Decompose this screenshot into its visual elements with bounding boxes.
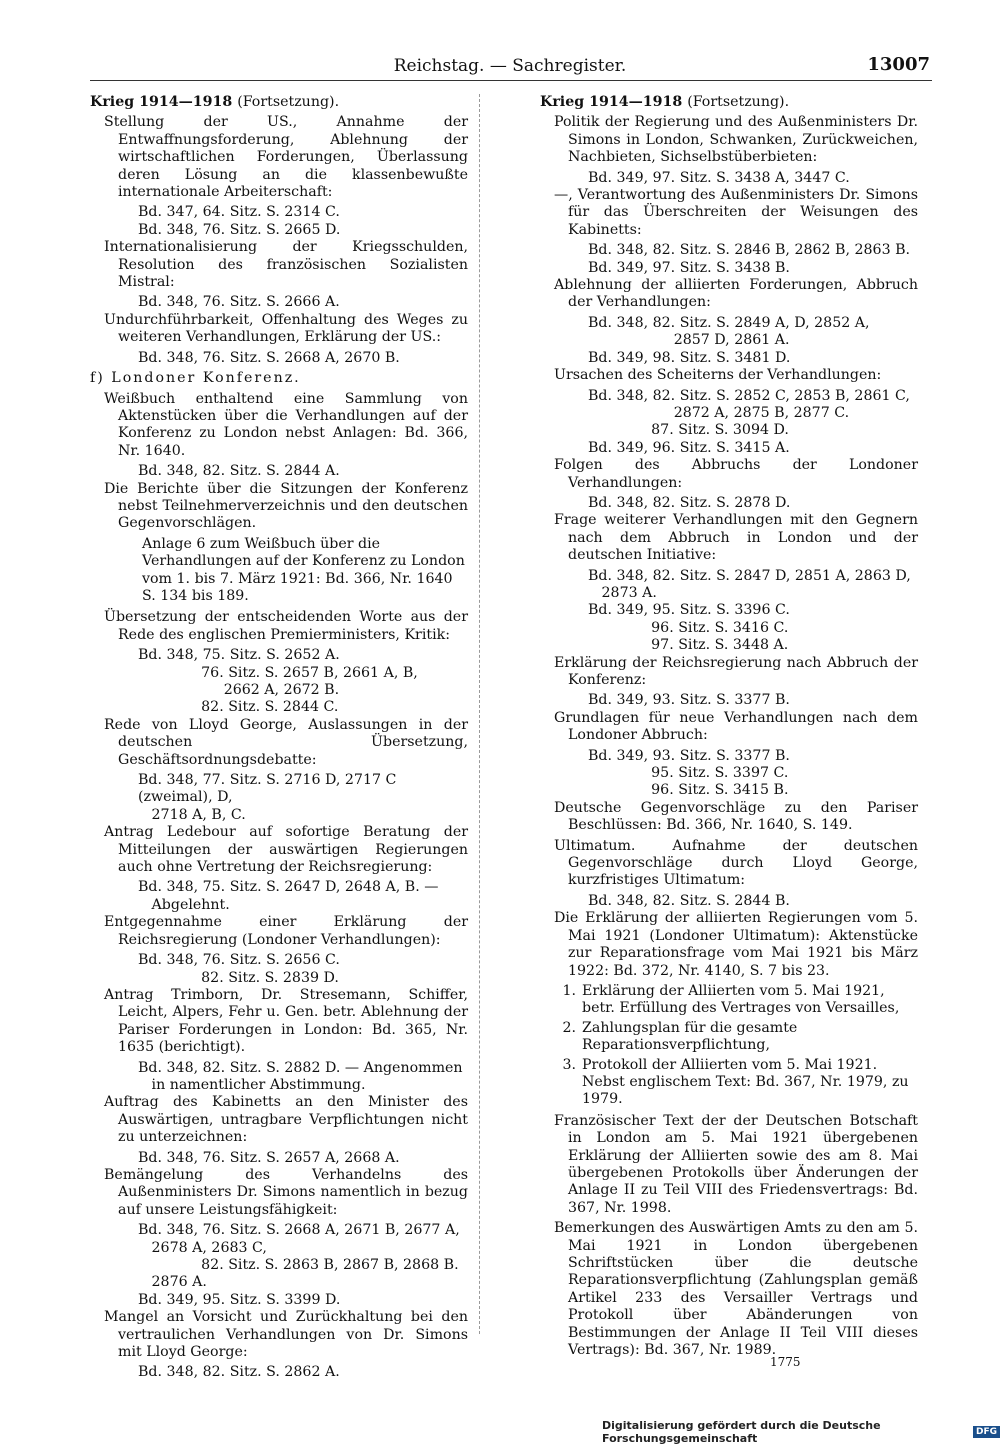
entry-reference: in namentlicher Abstimmung. — [138, 1076, 366, 1093]
entry-text: Frage weiterer Verhandlungen mit den Gegnern nach dem Abbruch in London und der deutschen Initiative: — [554, 512, 918, 564]
entry-reference: Bd. 348, 76. Sitz. S. 2668 A, 2670 B. — [138, 349, 400, 366]
numbered-item — [554, 1020, 918, 1055]
entry-text: Weißbuch enthaltend eine Sammlung von Aktenstücken über die Verhandlungen auf der Konferenz zu London nebst Anlagen: Bd. 366, Nr. 1640. — [104, 390, 468, 459]
entry-reference: Bd. 348, 76. Sitz. S. 2666 A. — [138, 294, 340, 311]
entry-reference: Bd. 347, 64. Sitz. S. 2314 C. — [138, 204, 340, 221]
entry-text: Entgegennahme einer Erklärung der Reichsregierung (Londoner Verhandlungen): — [104, 914, 468, 948]
annex-note: Anlage 6 zum Weißbuch über die Verhandlungen auf der Konferenz zu London vom 1. bis 7. März 1921: Bd. 366, Nr. 1640 S. 134 bis 189. — [142, 535, 465, 604]
index-entry — [540, 800, 918, 835]
entry-text: Antrag Ledebour auf sofortige Beratung der Mitteilungen der auswärtigen Regierungen auch ohne Vertretung der Reichsregierung: — [104, 824, 468, 876]
entry-text: Ursachen des Scheiterns der Verhandlungen: — [554, 367, 882, 384]
heading-term: Krieg 1914—1918 — [540, 94, 683, 110]
index-entry — [540, 710, 918, 800]
index-entry — [540, 655, 918, 710]
index-entry — [90, 824, 468, 914]
index-entry — [540, 1113, 918, 1217]
entry-reference: 95. Sitz. S. 3397 C. — [588, 765, 789, 782]
index-entry — [540, 367, 918, 457]
left-column-heading — [90, 94, 468, 111]
index-entry — [540, 1220, 918, 1359]
entry-reference: Bd. 349, 97. Sitz. S. 3438 B. — [588, 259, 790, 276]
dfg-credit-text: Digitalisierung gefördert durch die Deutsche Forschungsgemeinschaft — [602, 1419, 881, 1445]
entry-text: Antrag Trimborn, Dr. Stresemann, Schiffer, Leicht, Alpers, Fehr u. Gen. betr. Ablehnung der Pariser Forderungen in London: Bd. 365, Nr. 1635 (berichtigt). — [104, 986, 468, 1056]
left-column — [90, 94, 468, 1382]
entry-reference: 2873 A. — [588, 584, 657, 601]
entry-reference: 96. Sitz. S. 3416 C. — [588, 619, 789, 636]
entry-reference: Bd. 349, 97. Sitz. S. 3438 A, 3447 C. — [588, 169, 850, 186]
entry-reference: 87. Sitz. S. 3094 D. — [588, 422, 789, 439]
dfg-credit — [602, 1419, 1000, 1445]
entry-reference: Bd. 348, 82. Sitz. S. 2862 A. — [138, 1364, 340, 1381]
entry-text: Folgen des Abbruchs der Londoner Verhandlungen: — [554, 457, 918, 491]
entry-text: Übersetzung der entscheidenden Worte aus der Rede des englischen Premierministers, Kritik: — [104, 609, 468, 643]
entry-text: Die Berichte über die Sitzungen der Konferenz nebst Teilnehmerverzeichnis und den deutschen Gegenvorschlägen. — [104, 480, 468, 532]
right-column — [540, 94, 918, 1362]
entry-reference: Bd. 348, 82. Sitz. S. 2846 B, 2862 B, 2863 B. — [588, 242, 911, 259]
entry-text: Deutsche Gegenvorschläge zu den Pariser Beschlüssen: Bd. 366, Nr. 1640, S. 149. — [554, 799, 918, 834]
index-entry — [90, 987, 468, 1094]
entry-text: Ablehnung der alliierten Forderungen, Abbruch der Verhandlungen: — [554, 277, 918, 311]
index-entry — [540, 114, 918, 187]
entry-reference: Bd. 349, 95. Sitz. S. 3396 C. — [588, 602, 790, 619]
header-rule — [90, 80, 932, 81]
index-entry — [90, 1309, 468, 1382]
index-entry — [90, 391, 468, 481]
entry-reference: 96. Sitz. S. 3415 B. — [588, 782, 789, 799]
item-text: Zahlungsplan für die gesamte Reparationsverpflichtung, — [582, 1019, 798, 1054]
entry-reference: Bd. 348, 82. Sitz. S. 2847 D, 2851 A, 2863 D, — [588, 567, 911, 584]
entry-text: Erklärung der Reichsregierung nach Abbruch der Konferenz: — [554, 654, 918, 688]
entry-reference: 82. Sitz. S. 2839 D. — [138, 969, 339, 986]
entry-reference: Bd. 349, 93. Sitz. S. 3377 B. — [588, 747, 790, 764]
entry-reference: 82. Sitz. S. 2844 C. — [138, 699, 339, 716]
index-entry — [540, 457, 918, 512]
entry-reference: Bd. 348, 76. Sitz. S. 2668 A, 2671 B, 2677 A, — [138, 1222, 460, 1239]
index-entry — [90, 536, 468, 606]
entry-reference: 2872 A, 2875 B, 2877 C. — [588, 404, 850, 421]
numbered-item — [554, 983, 918, 1018]
item-number: 3. — [562, 1056, 576, 1073]
index-entry — [90, 1167, 468, 1309]
index-entry — [90, 239, 468, 312]
entry-reference: Bd. 348, 77. Sitz. S. 2716 D, 2717 C (zweimal), D, — [138, 772, 401, 806]
print-page-number: 1775 — [770, 1355, 801, 1369]
entry-reference: 76. Sitz. S. 2657 B, 2661 A, B, — [138, 664, 418, 681]
page-number: 13007 — [867, 54, 930, 75]
item-number: 2. — [562, 1019, 576, 1036]
item-text: Protokoll der Alliierten vom 5. Mai 1921. Nebst englischem Text: Bd. 367, Nr. 1979, zu 1979. — [582, 1056, 909, 1108]
entry-reference: Bd. 348, 82. Sitz. S. 2844 A. — [138, 463, 340, 480]
entry-reference: Bd. 348, 75. Sitz. S. 2647 D, 2648 A, B. — — [138, 879, 439, 896]
entry-text: —, Verantwortung des Außenministers Dr. Simons für das Überschreiten der Weisungen des Kabinetts: — [554, 187, 918, 238]
entry-reference: Bd. 348, 82. Sitz. S. 2849 A, D, 2852 A, — [588, 314, 870, 331]
heading-continuation: (Fortsetzung). — [237, 94, 340, 110]
index-entry — [540, 277, 918, 367]
entry-reference: Bd. 348, 76. Sitz. S. 2656 C. — [138, 952, 340, 969]
index-entry — [540, 910, 918, 980]
index-entry — [90, 312, 468, 367]
heading-continuation: (Fortsetzung). — [687, 94, 790, 110]
entry-reference: 2662 A, 2672 B. — [138, 682, 340, 698]
item-text: Erklärung der Alliierten vom 5. Mai 1921, betr. Erfüllung des Vertrages von Versailles, — [582, 982, 900, 1017]
page-header — [90, 54, 930, 80]
entry-text: Undurchführbarkeit, Offenhaltung des Weges zu weiteren Verhandlungen, Erklärung der US.: — [104, 311, 468, 346]
index-entry — [90, 609, 468, 716]
column-divider — [479, 94, 480, 1334]
entry-text: Stellung der US., Annahme der Entwaffnungsforderung, Ablehnung der wirtschaftlichen Forderungen, Überlassung deren Lösung an die klassenbewußte internationale Arbeiterschaft: — [104, 114, 468, 201]
entry-text: Internationalisierung der Kriegsschulden, Resolution des französischen Sozialisten Mistral: — [104, 239, 468, 291]
entry-reference: 82. Sitz. S. 2863 B, 2867 B, 2868 B. — [138, 1257, 459, 1273]
entry-reference: Bd. 348, 76. Sitz. S. 2665 D. — [138, 221, 341, 238]
running-title: Reichstag. — Sachregister. — [393, 56, 627, 76]
entry-reference: Bd. 349, 98. Sitz. S. 3481 D. — [588, 349, 791, 366]
index-entry — [90, 481, 468, 533]
entry-reference: Abgelehnt. — [138, 896, 230, 913]
index-entry — [540, 187, 918, 277]
entry-text: Rede von Lloyd George, Auslassungen in der deutschen Übersetzung, Geschäftsordnungsdebatte: — [104, 716, 468, 768]
heading-term: Krieg 1914—1918 — [90, 94, 233, 110]
entry-text: Die Erklärung der alliierten Regierungen vom 5. Mai 1921 (Londoner Ultimatum): Aktenstücke zur Reparationsfrage vom Mai 1921 bis März 1922: Bd. 372, Nr. 4140, S. 7 bis 23. — [554, 910, 918, 979]
entry-text: Politik der Regierung und des Außenministers Dr. Simons in London, Schwanken, Zurückweichen, Nachbieten, Sichselbstüberbieten: — [554, 114, 918, 166]
entry-reference: Bd. 348, 82. Sitz. S. 2852 C, 2853 B, 2861 C, — [588, 387, 910, 404]
entry-reference: Bd. 348, 82. Sitz. S. 2882 D. — Angenommen — [138, 1059, 463, 1076]
index-entry — [90, 114, 468, 239]
entry-text: Ultimatum. Aufnahme der deutschen Gegenvorschläge durch Lloyd George, kurzfristiges Ultimatum: — [554, 837, 918, 889]
index-entry — [540, 512, 918, 654]
entry-text: Bemängelung des Verhandelns des Außenministers Dr. Simons namentlich in bezug auf unsere Leistungsfähigkeit: — [104, 1166, 468, 1218]
entry-reference: Bd. 348, 82. Sitz. S. 2844 B. — [588, 892, 790, 909]
right-column-heading — [540, 94, 918, 111]
entry-reference: 2876 A. — [138, 1274, 207, 1291]
section-heading: f) Londoner Konferenz. — [90, 370, 301, 387]
entry-reference: 97. Sitz. S. 3448 A. — [588, 637, 789, 654]
entry-text: Auftrag des Kabinetts an den Minister des Auswärtigen, untragbare Verpflichtungen nicht zu unterzeichnen: — [104, 1094, 468, 1146]
entry-reference: Bd. 348, 76. Sitz. S. 2657 A, 2668 A. — [138, 1149, 400, 1166]
entry-text: Französischer Text der der Deutschen Botschaft in London am 5. Mai 1921 übergebenen Erklärung der Alliierten sowie des am 8. Mai übergebenen Protokolls über Änderungen der Anlage II zu Teil VIII des Friedensvertrags: Bd. 367, Nr. 1998. — [554, 1112, 918, 1216]
entry-text: Grundlagen für neue Verhandlungen nach dem Londoner Abbruch: — [554, 709, 918, 744]
dfg-logo: DFG — [973, 1426, 1000, 1438]
index-entry — [90, 1094, 468, 1167]
entry-text: Mangel an Vorsicht und Zurückhaltung bei den vertraulichen Verhandlungen von Dr. Simons mit Lloyd George: — [104, 1309, 468, 1361]
numbered-item — [554, 1057, 918, 1109]
entry-reference: 2718 A, B, C. — [138, 806, 246, 823]
index-entry — [540, 838, 918, 911]
entry-reference: Bd. 349, 96. Sitz. S. 3415 A. — [588, 439, 790, 456]
entry-text: Bemerkungen des Auswärtigen Amts zu den am 5. Mai 1921 in London übergebenen Schriftstücken über die deutsche Reparationsverpflichtung (Zahlungsplan gemäß Artikel 233 des Versailler Vertrags und Protokoll über Abänderungen von Bestimmungen der Anlage II Teil VIII dieses Vertrags): Bd. 367, Nr. 1989. — [554, 1220, 918, 1359]
index-entry — [90, 717, 468, 824]
entry-reference: Bd. 348, 75. Sitz. S. 2652 A. — [138, 647, 340, 664]
entry-reference: Bd. 349, 93. Sitz. S. 3377 B. — [588, 692, 790, 709]
entry-reference: Bd. 348, 82. Sitz. S. 2878 D. — [588, 494, 791, 511]
entry-reference: 2857 D, 2861 A. — [588, 332, 790, 349]
entry-reference: Bd. 349, 95. Sitz. S. 3399 D. — [138, 1291, 341, 1308]
index-entry — [90, 914, 468, 987]
entry-reference: 2678 A, 2683 C, — [138, 1239, 267, 1256]
item-number: 1. — [562, 982, 576, 999]
